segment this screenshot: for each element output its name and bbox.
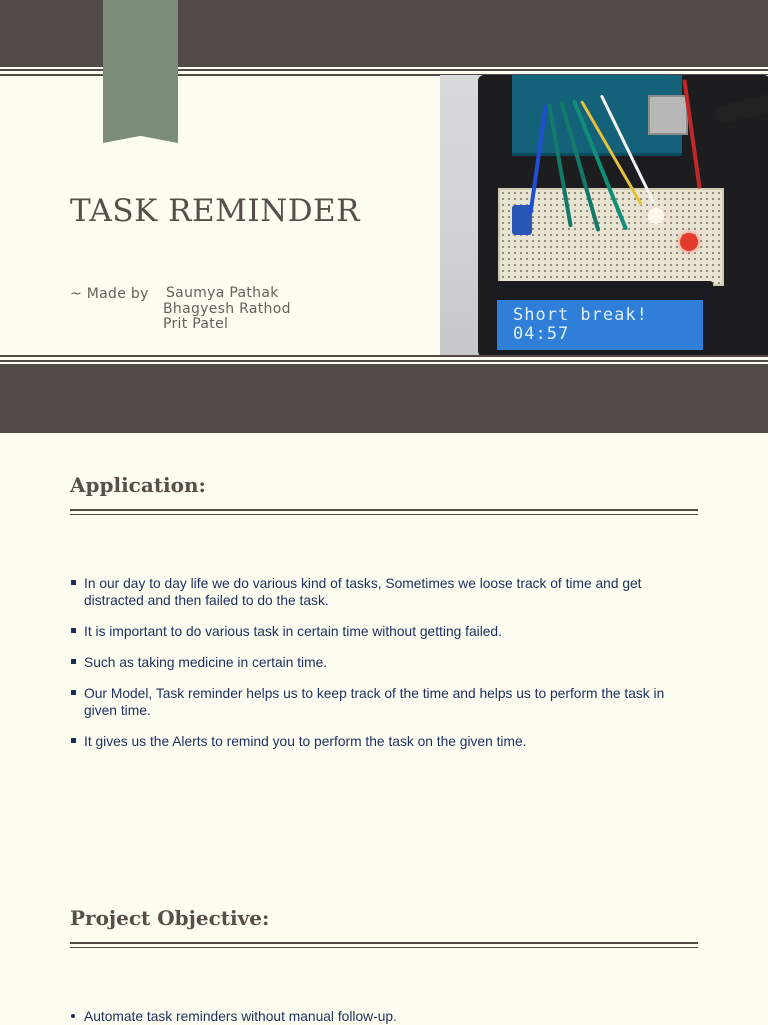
bottom-rule-second [0, 360, 768, 362]
list-item: In our day to day life we do various kind of tasks, Sometimes we loose track of time and get distracted and then failed to do the task. [70, 575, 698, 609]
author-name: Bhagyesh Rathod [163, 300, 291, 317]
objective-heading: Project Objective: [70, 906, 270, 930]
slide-title: TASK REMINDER [70, 193, 361, 229]
application-list [70, 575, 698, 764]
photo-lcd-screen [497, 300, 703, 350]
author-name: Prit Patel [163, 316, 229, 332]
arduino-project-photo [440, 75, 768, 355]
author-name: Saumya Pathak [166, 285, 279, 301]
content-slide [0, 433, 768, 1024]
bookmark-ribbon [103, 0, 178, 143]
heading-rule [70, 509, 698, 511]
application-heading: Application: [70, 473, 206, 497]
title-slide [0, 0, 768, 433]
bottom-band [0, 364, 768, 433]
author-list [163, 286, 291, 333]
photo-led-red [680, 233, 698, 251]
photo-led-white [648, 208, 664, 224]
bottom-rule [0, 355, 768, 357]
made-by-label: ~ Made by [70, 286, 149, 302]
lcd-line: Short break! [513, 305, 648, 325]
heading-rule [70, 942, 698, 944]
objective-list [70, 1008, 698, 1025]
list-item: Automate task reminders without manual follow-up. [70, 1008, 698, 1025]
list-item: It is important to do various task in certain time without getting failed. [70, 623, 698, 640]
lcd-line: 04:57 [513, 324, 570, 344]
heading-rule-thin [70, 947, 698, 948]
photo-usb-port [648, 95, 688, 135]
list-item: Our Model, Task reminder helps us to keep track of the time and helps us to perform the task in given time. [70, 685, 698, 719]
list-item: Such as taking medicine in certain time. [70, 654, 698, 671]
heading-rule-thin [70, 514, 698, 515]
list-item: It gives us the Alerts to remind you to perform the task on the given time. [70, 733, 698, 750]
